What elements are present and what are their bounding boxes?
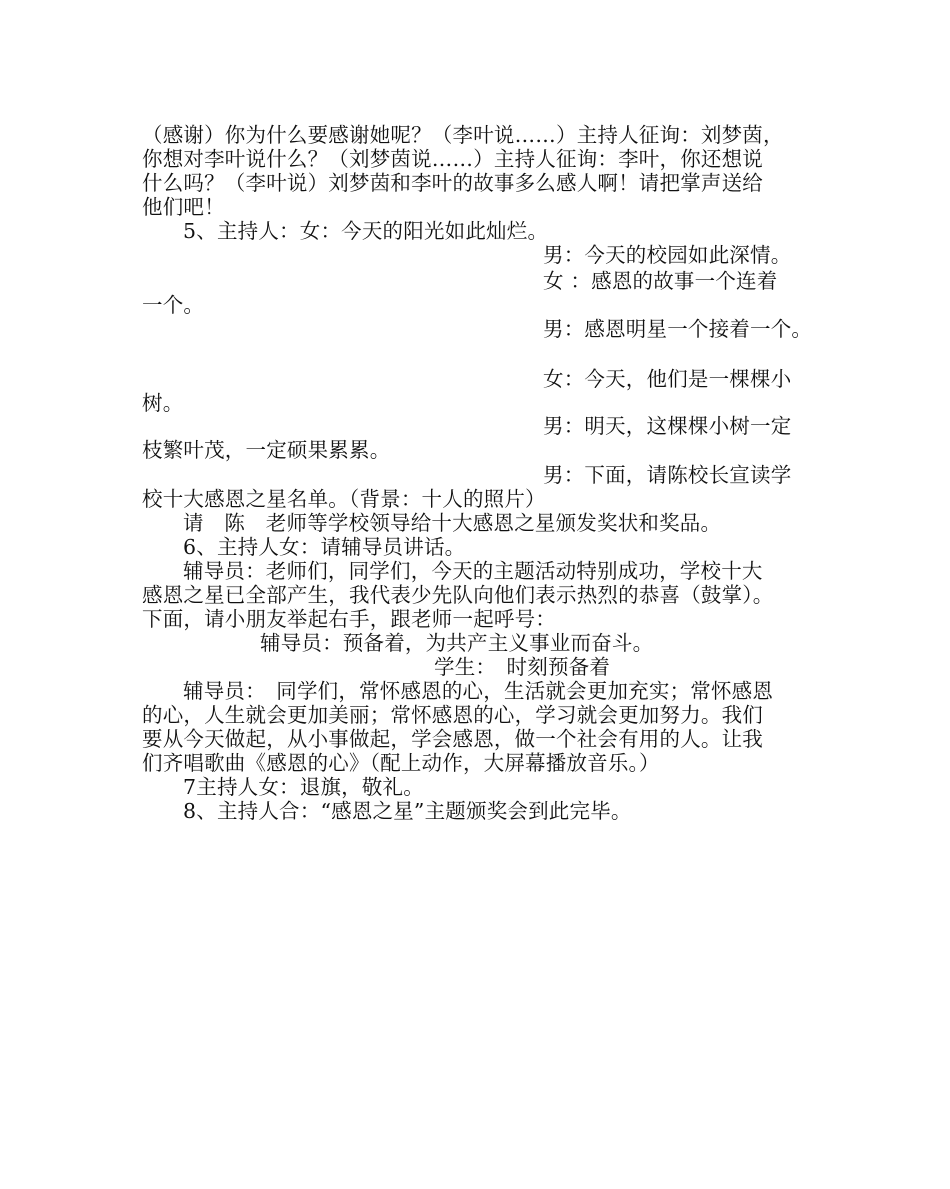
text-line: 枝繁叶茂，一定硕果累累。 xyxy=(142,438,391,462)
text-line: 8、主持人合：“感恩之星”主题颁奖会到此完毕。 xyxy=(183,799,632,823)
text-line: 树。 xyxy=(142,391,184,415)
text-line: 他们吧！ xyxy=(142,195,225,219)
text-line: 男：感恩明星一个接着一个。 xyxy=(543,317,813,341)
text-line: 男：下面，请陈校长宣读学 xyxy=(543,463,792,487)
text-line: 辅导员：老师们，同学们，今天的主题活动特别成功，学校十大 xyxy=(183,559,763,583)
text-line: 一个。 xyxy=(142,293,205,317)
text-line: 的心，人生就会更加美丽；常怀感恩的心，学习就会更加努力。我们 xyxy=(142,703,763,727)
text-line: 辅导员：预备着，为共产主义事业而奋斗。 xyxy=(260,631,654,655)
text-line: 要从今天做起，从小事做起，学会感恩，做一个社会有用的人。让我 xyxy=(142,727,763,751)
text-line: 校十大感恩之星名单。（背景：十人的照片） xyxy=(142,487,546,511)
text-line: 辅导员： 同学们，常怀感恩的心，生活就会更加充实；常怀感恩 xyxy=(183,679,774,703)
text-line: 女：今天，他们是一棵棵小 xyxy=(543,367,792,391)
text-line: 6、主持人女：请辅导员讲话。 xyxy=(183,535,466,559)
text-line: 感恩之星已全部产生，我代表少先队向他们表示热烈的恭喜（鼓掌）。 xyxy=(142,583,774,607)
text-line: 下面，请小朋友举起右手，跟老师一起呼号： xyxy=(142,607,556,631)
text-line: 学生： 时刻预备着 xyxy=(434,655,611,679)
text-line: 什么吗？（李叶说）刘梦茵和李叶的故事多么感人啊！请把掌声送给 xyxy=(142,171,763,195)
text-line: 5、主持人：女：今天的阳光如此灿烂。 xyxy=(183,219,549,243)
text-line: 们齐唱歌曲《感恩的心》（配上动作，大屏幕播放音乐。） xyxy=(142,751,660,775)
text-line: 男：明天，这棵棵小树一定 xyxy=(543,414,792,438)
text-line: 请 陈 老师等学校领导给十大感恩之星颁发奖状和奖品。 xyxy=(183,511,722,535)
text-line: 男：今天的校园如此深情。 xyxy=(543,243,792,267)
text-line: （感谢）你为什么要感谢她呢？（李叶说……）主持人征询：刘梦茵， xyxy=(142,123,784,147)
text-line: 女 ：感恩的故事一个连着 xyxy=(543,269,778,293)
text-line: 你想对李叶说什么？（刘梦茵说……）主持人征询：李叶，你还想说 xyxy=(142,147,763,171)
text-line: 7主持人女：退旗，敬礼。 xyxy=(183,775,424,799)
